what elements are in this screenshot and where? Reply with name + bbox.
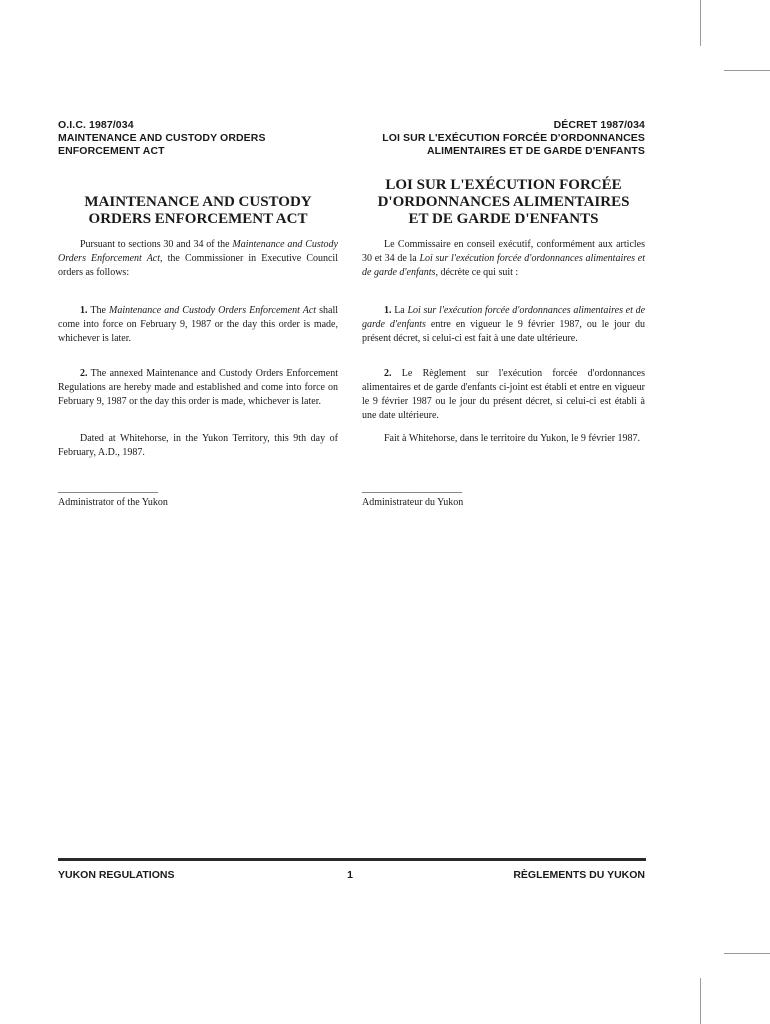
dated-clause-fr: Fait à Whitehorse, dans le territoire du Yukon, le 9 février 1987. — [384, 433, 641, 444]
footer-left: YUKON REGULATIONS — [58, 869, 175, 881]
footer-right: RÈGLEMENTS DU YUKON — [513, 869, 645, 881]
header-fr-line-2: LOI SUR L'EXÉCUTION FORCÉE D'ORDONNANCES — [382, 132, 645, 144]
crop-mark-right-top — [724, 70, 770, 71]
act-name-en: Maintenance and Custody Orders Enforcement Act — [58, 239, 338, 264]
header-en-line-3: ENFORCEMENT ACT — [58, 145, 165, 157]
title-en-line-1: MAINTENANCE AND CUSTODY — [84, 194, 312, 210]
act-name-fr: Loi sur l'exécution forcée d'ordonnances alimentaires et de garde d'enfants — [362, 253, 646, 278]
section-2-fr: 2. Le Règlement sur l'exécution forcée d'ordonnances alimentaires et de garde d'enfants ci-joint est établi et entre en vigueur le 9 février 1987 ou le jour du présent décret, si celui-ci est établi à une date ultérieure. — [362, 368, 645, 421]
section-1-fr: 1. La Loi sur l'exécution forcée d'ordonnances alimentaires et de garde d'enfants entre en vigueur le 9 février 1987, ou le jour du présent décret, si celui-ci est fait à une date ultérieure. — [362, 305, 646, 344]
crop-mark-right-bottom — [724, 953, 770, 954]
act-name-fr: Loi sur l'exécution forcée d'ordonnances alimentaires et de garde d'enfants — [362, 305, 646, 330]
preamble-en: Pursuant to sections 30 and 34 of the Maintenance and Custody Orders Enforcement Act, the Commissioner in Executive Council orders as follows: — [58, 239, 338, 278]
header-en-line-2: MAINTENANCE AND CUSTODY ORDERS — [58, 132, 266, 144]
section-number: 1. — [384, 305, 392, 316]
title-fr-line-1: LOI SUR L'EXÉCUTION FORCÉE — [385, 177, 622, 193]
section-number: 2. — [384, 368, 392, 379]
title-fr-line-2: D'ORDONNANCES ALIMENTAIRES — [377, 194, 630, 210]
running-header-fr — [340, 119, 645, 158]
header-fr-line-1: DÉCRET 1987/034 — [553, 119, 645, 131]
dated-clause-en: Dated at Whitehorse, in the Yukon Territory, this 9th day of February, A.D., 1987. — [58, 433, 338, 458]
signature-label-fr: Administrateur du Yukon — [362, 497, 464, 508]
header-en-line-1: O.I.C. 1987/034 — [58, 119, 134, 131]
footer-rule — [58, 858, 646, 861]
crop-mark-bottom — [700, 978, 701, 1024]
signature-label-en: Administrator of the Yukon — [58, 497, 168, 508]
act-name-en: Maintenance and Custody Orders Enforcement Act — [108, 305, 317, 316]
signature-line-fr: ____________________ — [362, 483, 462, 494]
document-title-en — [58, 194, 338, 228]
section-number: 2. — [80, 368, 88, 379]
title-en-line-2: ORDERS ENFORCEMENT ACT — [88, 211, 308, 227]
title-fr-line-3: ET DE GARDE D'ENFANTS — [408, 211, 599, 227]
running-header-en — [58, 119, 266, 158]
section-2-en: 2. The annexed Maintenance and Custody Orders Enforcement Regulations are hereby made and established and come into force on February 9, 1987 or the day this order is made, whichever is later. — [58, 368, 338, 407]
preamble-fr: Le Commissaire en conseil exécutif, conformément aux articles 30 et 34 de la Loi sur l'exécution forcée d'ordonnances alimentaires et de garde d'enfants, décrète ce qui suit : — [362, 239, 646, 278]
page-number: 1 — [347, 869, 353, 881]
crop-mark-top — [700, 0, 701, 46]
document-title-fr — [362, 177, 645, 228]
signature-line-en: ____________________ — [58, 483, 158, 494]
section-number: 1. — [80, 305, 88, 316]
section-1-en: 1. The Maintenance and Custody Orders Enforcement Act shall come into force on February 9, 1987 or the day this order is made, whichever is later. — [58, 305, 339, 344]
header-fr-line-3: ALIMENTAIRES ET DE GARDE D'ENFANTS — [426, 145, 645, 157]
